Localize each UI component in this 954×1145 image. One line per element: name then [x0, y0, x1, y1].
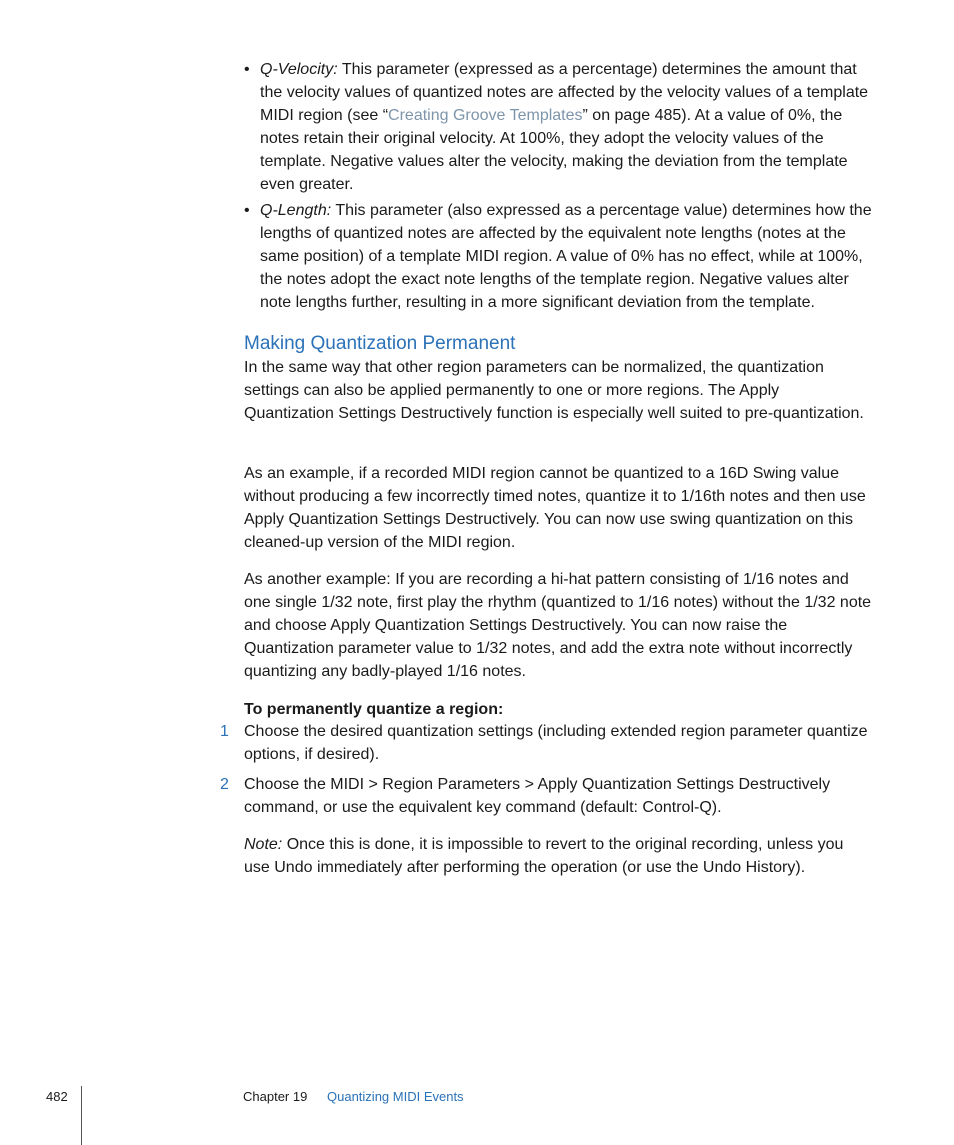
note-label: Note:: [244, 836, 283, 853]
step-2: [220, 773, 872, 819]
paragraph: As an example, if a recorded MIDI region cannot be quantized to a 16D Swing value without producing a few incorrectly timed notes, quantize it to 1/16th notes and then use Apply Quantization Settings Destructively. You can now use swing quantization on this cleaned-up version of the MIDI region.: [244, 465, 866, 551]
bullet-marker: •: [244, 61, 250, 78]
step-1: [220, 720, 872, 766]
paragraph: In the same way that other region parameters can be normalized, the quantization settings can also be applied permanently to one or more regions. The Apply Quantization Settings Destructively function is especially well suited to pre-quantization.: [244, 359, 864, 422]
task-heading: To permanently quantize a region:: [244, 701, 504, 718]
step-number: 1: [220, 723, 229, 740]
term-q-velocity: Q-Velocity:: [260, 61, 338, 78]
bullet-q-length: • Q-Length: This parameter (also expressed as a percentage value) determines how the lengths of quantized notes are affected by the equivalent note lengths (notes at the same position) of a template MIDI region. A value of 0% has no effect, while at 100%, the notes adopt the exact note lengths of the template region. Negative values alter note lengths further, resulting in a more significant deviation from the template.: [244, 199, 872, 314]
paragraph: As another example: If you are recording a hi-hat pattern consisting of 1/16 notes and one single 1/32 note, first play the rhythm (quantized to 1/16 notes) without the 1/32 note and choose Apply Quantization Settings Destructively. You can now raise the Quantization parameter value to 1/32 notes, and add the extra note without incorrectly quantizing any badly-played 1/16 notes.: [244, 571, 872, 680]
bullet-q-velocity: • Q-Velocity: This parameter (expressed as a percentage) determines the amount that the velocity values of quantized notes are affected by the velocity values of a template MIDI region (see “Creating Groove Templates” on page 485). At a value of 0%, the notes retain their original velocity. At 100%, they adopt the velocity values of the template. Negative values alter the velocity, making the deviation from the template even greater.: [244, 58, 872, 196]
step-number: 2: [220, 776, 229, 793]
term-q-length: Q-Length:: [260, 202, 332, 219]
link-creating-groove-templates[interactable]: Creating Groove Templates: [388, 107, 583, 124]
section-title: Making Quantization Permanent: [244, 333, 516, 354]
note: Note: Once this is done, it is impossible to revert to the original recording, unless you use Undo immediately after performing the operation (or use the Undo History).: [244, 836, 844, 876]
step-text: Choose the desired quantization settings (including extended region parameter quantize options, if desired).: [244, 723, 868, 763]
footer-divider: [81, 1086, 82, 1145]
step-text: Choose the MIDI > Region Parameters > Apply Quantization Settings Destructively command, or use the equivalent key command (default: Control-Q).: [244, 776, 831, 816]
chapter-label: Chapter 19: [243, 1089, 308, 1104]
chapter-title-link[interactable]: Quantizing MIDI Events: [327, 1089, 464, 1104]
page-number: 482: [46, 1089, 68, 1104]
bullet-marker: •: [244, 202, 250, 219]
